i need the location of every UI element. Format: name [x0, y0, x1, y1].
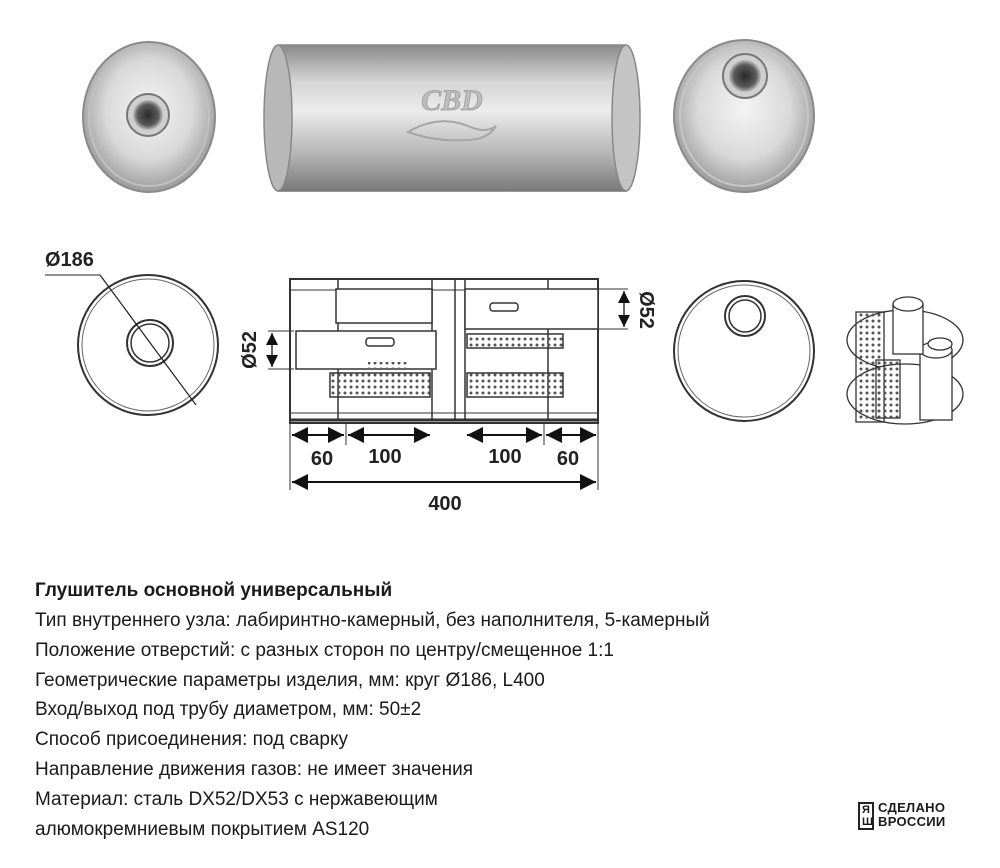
pipe-diameter-right-label: Ø52 — [635, 291, 657, 329]
badge-box-bottom: Ш — [862, 816, 874, 828]
end-view-right-drawing — [674, 281, 814, 421]
end-cap-left-photo — [83, 42, 215, 192]
spec-line: Способ присоединения: под сварку — [35, 729, 348, 751]
badge-text — [878, 801, 946, 829]
offset-left-label: 60 — [310, 448, 334, 470]
made-in-russia-badge — [858, 800, 968, 834]
total-length-label: 400 — [428, 493, 462, 515]
spec-block — [35, 575, 935, 844]
spec-line: Вход/выход под трубу диаметром, мм: 50±2 — [35, 699, 422, 721]
body-diameter-label: Ø186 — [45, 249, 94, 271]
offset-right-label: 60 — [556, 448, 580, 470]
end-cap-right-photo — [674, 40, 814, 192]
spec-line: Тип внутреннего узла: лабиринтно-камерный, без наполнителя, 5-камерный — [35, 610, 710, 631]
chamber-right-label: 100 — [488, 446, 522, 468]
spec-line: Направление движения газов: не имеет значения — [35, 758, 474, 780]
pipe-diameter-left-label: Ø52 — [239, 331, 261, 369]
muffler-body-photo — [264, 45, 640, 191]
end-view-left-drawing — [45, 249, 218, 415]
internal-3d-sketch — [847, 297, 963, 424]
spec-line: Материал: сталь DX52/DX53 с нержавеющим — [35, 788, 438, 810]
badge-box-top: Я — [862, 804, 870, 816]
spec-line: Геометрические параметры изделия, мм: круг Ø186, L400 — [35, 669, 545, 691]
badge-line-2: ВРОССИИ — [878, 814, 946, 829]
badge-box — [858, 802, 874, 830]
chamber-left-label: 100 — [368, 446, 402, 468]
badge-line-1: СДЕЛАНО — [878, 800, 946, 815]
spec-line: Положение отверстий: с разных сторон по центру/смещенное 1:1 — [35, 639, 614, 661]
brand-logo: CBD — [421, 84, 483, 117]
product-title: Глушитель основной универсальный — [35, 580, 393, 601]
spec-line: алюмокремниевым покрытием AS120 — [35, 818, 370, 840]
